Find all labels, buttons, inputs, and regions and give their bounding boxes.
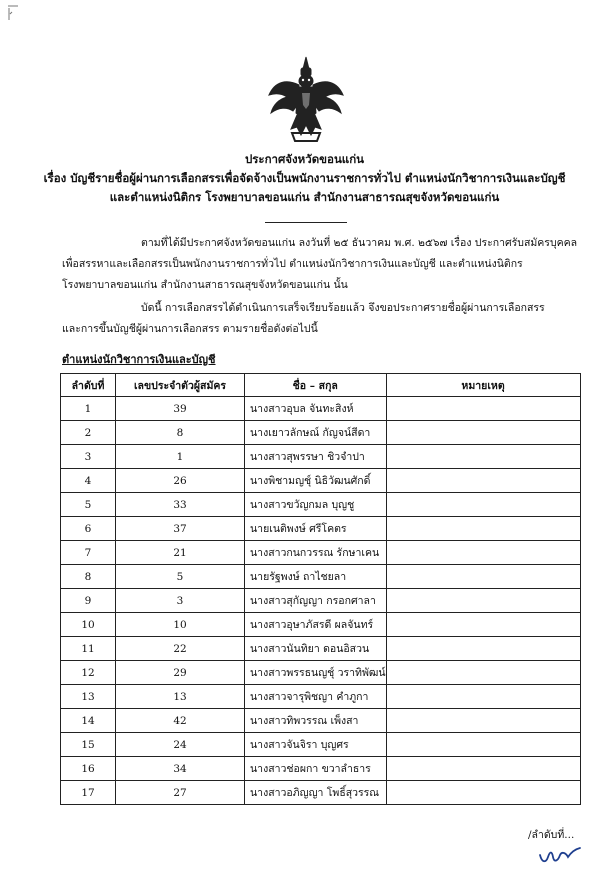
table-row (61, 565, 581, 589)
cell-name: นางสาวพรรธนญชุ์ วราทิพัฒน์ (245, 661, 387, 685)
cell-remark (386, 469, 580, 493)
cell-order: 16 (61, 757, 116, 781)
cell-remark (386, 709, 580, 733)
cell-applicant-no: 33 (116, 493, 245, 517)
cell-name: นางสาวจันจิรา บุญศร (245, 733, 387, 757)
table-row (61, 709, 581, 733)
cell-remark (386, 541, 580, 565)
cell-applicant-no: 13 (116, 685, 245, 709)
table-row (61, 541, 581, 565)
cell-order: 1 (61, 397, 116, 421)
cell-name: นายรัฐพงษ์ ถาไชยลา (245, 565, 387, 589)
cell-order: 6 (61, 517, 116, 541)
cell-name: นางสาวสุพรรษา ชิวจำปา (245, 445, 387, 469)
cell-order: 9 (61, 589, 116, 613)
table-header-row (61, 374, 581, 397)
cell-remark (386, 589, 580, 613)
cell-remark (386, 661, 580, 685)
header-applicant-no: เลขประจำตัวผู้สมัคร (116, 374, 245, 397)
title-line-3: และตำแหน่งนิติกร โรงพยาบาลขอนแก่น สำนักงานสาธารณสุขจังหวัดขอนแก่น (109, 190, 500, 204)
cell-remark (386, 517, 580, 541)
cell-order: 11 (61, 637, 116, 661)
table-row (61, 781, 581, 805)
cell-name: นางสาวอภิญญา โพธิ์สุวรรณ (245, 781, 387, 805)
intro-line-2: เพื่อสรรหาและเลือกสรรเป็นพนักงานราชการทั่วไป ตำแหน่งนักวิชาการเงินและบัญชี และตำแหน่งนิติกร (62, 258, 523, 270)
section-heading: ตำแหน่งนักวิชาการเงินและบัญชี (62, 353, 216, 366)
table-row (61, 397, 581, 421)
garuda-emblem-icon (267, 55, 345, 145)
cell-remark (386, 685, 580, 709)
cell-applicant-no: 26 (116, 469, 245, 493)
cell-applicant-no: 39 (116, 397, 245, 421)
cell-applicant-no: 1 (116, 445, 245, 469)
cell-remark (386, 565, 580, 589)
result-line-1: บัดนี้ การเลือกสรรได้ดำเนินการเสร็จเรียบร้อยแล้ว จึงขอประกาศรายชื่อผู้ผ่านการเลือกสรร (141, 302, 545, 314)
table-row (61, 517, 581, 541)
header-order: ลำดับที่ (61, 374, 116, 397)
cell-applicant-no: 10 (116, 613, 245, 637)
cell-order: 10 (61, 613, 116, 637)
cell-remark (386, 757, 580, 781)
title-line-2: เรื่อง บัญชีรายชื่อผู้ผ่านการเลือกสรรเพื่อจัดจ้างเป็นพนักงานราชการทั่วไป ตำแหน่งนักวิชาการเงินและบัญชี (43, 171, 566, 185)
cell-order: 7 (61, 541, 116, 565)
cell-name: นางสาวช่อผกา ขวาลำธาร (245, 757, 387, 781)
candidate-table (60, 373, 581, 805)
cell-remark (386, 493, 580, 517)
header-name: ชื่อ – สกุล (245, 374, 387, 397)
cell-order: 2 (61, 421, 116, 445)
cell-applicant-no: 27 (116, 781, 245, 805)
table-row (61, 613, 581, 637)
table-row (61, 445, 581, 469)
cell-applicant-no: 3 (116, 589, 245, 613)
cell-order: 8 (61, 565, 116, 589)
cell-name: นางสาวอุษาภัสรดี ผลจันทร์ (245, 613, 387, 637)
table-row (61, 661, 581, 685)
cell-order: 14 (61, 709, 116, 733)
continuation-note: /ลำดับที่... (528, 829, 575, 841)
result-paragraph (62, 298, 562, 340)
table-row (61, 421, 581, 445)
cell-remark (386, 445, 580, 469)
result-line-2: และการขึ้นบัญชีผู้ผ่านการเลือกสรร ตามรายชื่อดังต่อไปนี้ (62, 323, 318, 335)
announcement-title (0, 150, 609, 207)
cell-name: นางสาวทิพวรรณ เพ็งสา (245, 709, 387, 733)
cell-order: 15 (61, 733, 116, 757)
header-remark: หมายเหตุ (386, 374, 580, 397)
cell-order: 4 (61, 469, 116, 493)
cell-remark (386, 613, 580, 637)
cell-remark (386, 733, 580, 757)
cell-name: นางสาวจารุพิชญา คำภูกา (245, 685, 387, 709)
cell-name: นางสาวกนกวรรณ รักษาเคน (245, 541, 387, 565)
cell-name: นางสาวสุกัญญา กรอกศาลา (245, 589, 387, 613)
table-row (61, 733, 581, 757)
cell-name: นางสาวอุบล จันทะสิงห์ (245, 397, 387, 421)
cell-applicant-no: 5 (116, 565, 245, 589)
table-row (61, 685, 581, 709)
cell-applicant-no: 34 (116, 757, 245, 781)
cell-order: 5 (61, 493, 116, 517)
table-row (61, 469, 581, 493)
cell-applicant-no: 37 (116, 517, 245, 541)
table-row (61, 493, 581, 517)
cell-applicant-no: 29 (116, 661, 245, 685)
cell-remark (386, 781, 580, 805)
signature-icon (538, 845, 582, 867)
title-line-1: ประกาศจังหวัดขอนแก่น (244, 152, 365, 166)
cell-name: นางเยาวลักษณ์ กัญจน์สีดา (245, 421, 387, 445)
cell-order: 3 (61, 445, 116, 469)
intro-line-1: ตามที่ได้มีประกาศจังหวัดขอนแก่น ลงวันที่ ๒๕ ธันวาคม พ.ศ. ๒๕๖๗ เรื่อง ประกาศรับสมัครบุคคล (141, 237, 578, 249)
intro-paragraph (62, 233, 578, 296)
title-divider (265, 222, 347, 223)
cell-order: 12 (61, 661, 116, 685)
cell-remark (386, 397, 580, 421)
cell-remark (386, 637, 580, 661)
cell-applicant-no: 42 (116, 709, 245, 733)
cell-name: นางสาวขวัญกมล บุญชู (245, 493, 387, 517)
table-row (61, 589, 581, 613)
cell-applicant-no: 8 (116, 421, 245, 445)
cell-order: 17 (61, 781, 116, 805)
cell-applicant-no: 21 (116, 541, 245, 565)
cell-applicant-no: 24 (116, 733, 245, 757)
cell-name: นางสาวนันทิยา ดอนอิสวน (245, 637, 387, 661)
cell-name: นางพิชามญชุ์ นิธิวัฒนศักดิ์ (245, 469, 387, 493)
cell-applicant-no: 22 (116, 637, 245, 661)
table-row (61, 757, 581, 781)
corner-staple-mark (6, 4, 20, 22)
cell-order: 13 (61, 685, 116, 709)
table-body (61, 397, 581, 805)
cell-remark (386, 421, 580, 445)
intro-line-3: โรงพยาบาลขอนแก่น สำนักงานสาธารณสุขจังหวัดขอนแก่น นั้น (62, 279, 348, 291)
cell-name: นายเนติพงษ์ ศรีโคตร (245, 517, 387, 541)
table-row (61, 637, 581, 661)
